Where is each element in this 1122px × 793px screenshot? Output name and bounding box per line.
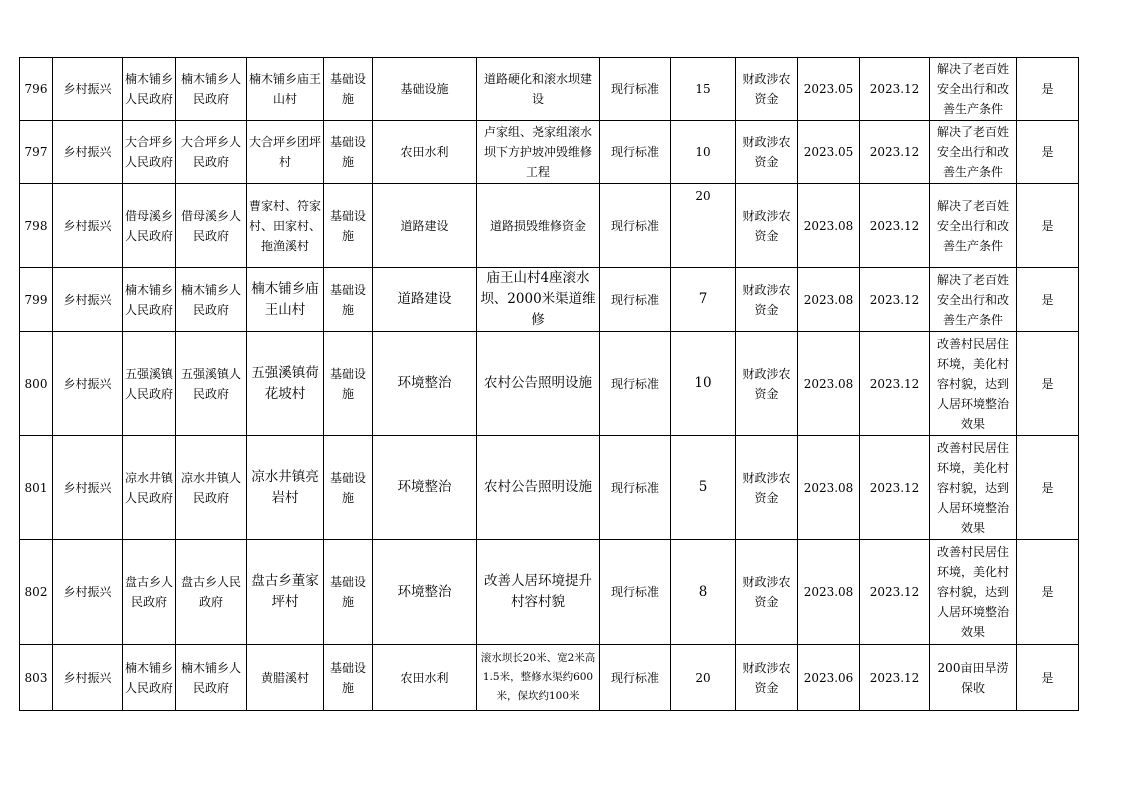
start-date-cell-text: 2023.08 xyxy=(803,218,854,233)
subcategory-cell xyxy=(373,268,477,332)
village-cell xyxy=(247,184,324,268)
category-cell xyxy=(53,184,123,268)
subcategory-cell xyxy=(373,184,477,268)
construction-content-cell-text: 道路硬化和滚水坝建设 xyxy=(483,72,592,106)
fund-source-cell xyxy=(736,540,798,645)
construction-content-cell-text: 庙王山村4座滚水坝、2000米渠道维修 xyxy=(480,270,596,328)
fund-source-cell-text: 财政涉农资金 xyxy=(742,208,791,243)
construction-content-cell xyxy=(477,268,600,332)
subcategory-cell-text: 道路建设 xyxy=(397,291,452,307)
fund-amount-cell-text: 7 xyxy=(698,291,708,307)
row-number xyxy=(20,121,53,184)
standard-cell xyxy=(600,645,671,711)
benefit-cell-text: 解决了老百姓安全出行和改善生产条件 xyxy=(936,125,1009,179)
implementing-unit-cell xyxy=(123,58,176,121)
standard-cell-text: 现行标准 xyxy=(610,670,659,685)
standard-cell xyxy=(600,436,671,540)
benefit-cell-text: 解决了老百姓安全出行和改善生产条件 xyxy=(936,198,1009,253)
fund-amount-cell xyxy=(671,184,736,268)
row-number-text: 803 xyxy=(24,670,48,685)
fund-source-cell xyxy=(736,121,798,184)
standard-cell-text: 现行标准 xyxy=(610,292,659,307)
completed-cell-text: 是 xyxy=(1041,480,1054,495)
government-cell xyxy=(176,645,247,711)
construction-content-cell xyxy=(477,645,600,711)
end-date-cell xyxy=(860,268,930,332)
start-date-cell xyxy=(798,540,860,645)
end-date-cell-text: 2023.12 xyxy=(869,292,920,307)
village-cell xyxy=(247,436,324,540)
government-cell-text: 五强溪镇人民政府 xyxy=(180,366,241,401)
project-type-cell-text: 基础设施 xyxy=(329,366,366,401)
table-row xyxy=(20,540,1079,645)
benefit-cell-text: 200亩田旱涝保收 xyxy=(937,660,1009,695)
row-number xyxy=(20,540,53,645)
row-number-text: 798 xyxy=(24,218,48,233)
construction-content-cell-text: 农村公告照明设施 xyxy=(484,375,592,391)
start-date-cell xyxy=(798,645,860,711)
row-number xyxy=(20,645,53,711)
fund-source-cell xyxy=(736,184,798,268)
fund-amount-cell xyxy=(671,268,736,332)
benefit-cell xyxy=(930,332,1017,436)
fund-amount-cell xyxy=(671,540,736,645)
construction-content-cell-text: 滚水坝长20米、宽2米高1.5米，整修水渠约600米，保坎约100米 xyxy=(480,652,596,702)
village-cell-text: 五强溪镇荷花坡村 xyxy=(251,364,319,402)
benefit-cell-text: 改善村民居住环境，美化村容村貌，达到人居环境整治效果 xyxy=(936,440,1009,535)
completed-cell xyxy=(1017,121,1079,184)
benefit-cell xyxy=(930,540,1017,645)
table-row xyxy=(20,268,1079,332)
implementing-unit-cell xyxy=(123,332,176,436)
project-type-cell-text: 基础设施 xyxy=(329,575,366,609)
standard-cell xyxy=(600,121,671,184)
village-cell xyxy=(247,268,324,332)
benefit-cell xyxy=(930,645,1017,711)
project-type-cell-text: 基础设施 xyxy=(329,660,366,695)
subcategory-cell xyxy=(373,436,477,540)
village-cell-text: 黄腊溪村 xyxy=(260,670,309,685)
subcategory-cell xyxy=(373,540,477,645)
fund-amount-cell-text: 10 xyxy=(695,145,711,159)
subcategory-cell-text: 环境整治 xyxy=(397,375,452,391)
end-date-cell xyxy=(860,332,930,436)
row-number-text: 797 xyxy=(24,145,48,159)
project-type-cell-text: 基础设施 xyxy=(329,470,366,505)
subcategory-cell-text: 农田水利 xyxy=(400,670,449,685)
benefit-cell-text: 改善村民居住环境，美化村容村貌，达到人居环境整治效果 xyxy=(936,545,1009,639)
row-number xyxy=(20,268,53,332)
row-number-text: 796 xyxy=(24,82,48,96)
subcategory-cell-text: 环境整治 xyxy=(397,583,452,600)
fund-amount-cell-text: 15 xyxy=(695,82,711,96)
project-type-cell-text: 基础设施 xyxy=(329,208,366,243)
end-date-cell-text: 2023.12 xyxy=(869,376,920,391)
government-cell-text: 楠木铺乡人民政府 xyxy=(180,660,241,695)
village-cell xyxy=(247,58,324,121)
row-number-text: 800 xyxy=(24,376,48,391)
implementing-unit-cell xyxy=(123,184,176,268)
fund-amount-cell xyxy=(671,645,736,711)
implementing-unit-cell-text: 楠木铺乡人民政府 xyxy=(125,282,174,317)
construction-content-cell xyxy=(477,184,600,268)
implementing-unit-cell-text: 借母溪乡人民政府 xyxy=(125,208,174,243)
completed-cell xyxy=(1017,645,1079,711)
row-number xyxy=(20,58,53,121)
standard-cell xyxy=(600,268,671,332)
project-type-cell xyxy=(324,268,373,332)
completed-cell-text: 是 xyxy=(1041,292,1054,307)
project-type-cell-text: 基础设施 xyxy=(329,282,366,317)
government-cell-text: 盘古乡人民政府 xyxy=(180,575,241,609)
completed-cell xyxy=(1017,268,1079,332)
village-cell-text: 楠木铺乡庙王山村 xyxy=(251,280,319,318)
row-number-text: 802 xyxy=(24,585,48,599)
benefit-cell xyxy=(930,436,1017,540)
implementing-unit-cell xyxy=(123,645,176,711)
fund-source-cell-text: 财政涉农资金 xyxy=(742,470,791,505)
benefit-cell xyxy=(930,121,1017,184)
start-date-cell xyxy=(798,121,860,184)
fund-amount-cell-text: 8 xyxy=(698,583,708,600)
start-date-cell-text: 2023.05 xyxy=(803,145,854,159)
start-date-cell xyxy=(798,268,860,332)
project-type-cell xyxy=(324,184,373,268)
end-date-cell xyxy=(860,540,930,645)
completed-cell-text: 是 xyxy=(1041,585,1054,599)
end-date-cell xyxy=(860,184,930,268)
standard-cell-text: 现行标准 xyxy=(610,145,659,159)
implementing-unit-cell-text: 凉水井镇人民政府 xyxy=(125,470,174,505)
fund-amount-cell xyxy=(671,58,736,121)
end-date-cell-text: 2023.12 xyxy=(869,82,920,96)
row-number xyxy=(20,332,53,436)
benefit-cell xyxy=(930,268,1017,332)
fund-source-cell xyxy=(736,645,798,711)
fund-source-cell xyxy=(736,58,798,121)
category-cell xyxy=(53,332,123,436)
standard-cell xyxy=(600,540,671,645)
start-date-cell-text: 2023.08 xyxy=(803,292,854,307)
project-table xyxy=(19,57,1079,711)
category-cell xyxy=(53,645,123,711)
completed-cell-text: 是 xyxy=(1041,218,1054,233)
fund-source-cell-text: 财政涉农资金 xyxy=(742,660,791,695)
standard-cell-text: 现行标准 xyxy=(610,480,659,495)
end-date-cell-text: 2023.12 xyxy=(869,218,920,233)
category-cell-text: 乡村振兴 xyxy=(63,218,112,233)
project-type-cell xyxy=(324,58,373,121)
row-number xyxy=(20,436,53,540)
category-cell xyxy=(53,121,123,184)
implementing-unit-cell-text: 五强溪镇人民政府 xyxy=(125,366,174,401)
category-cell xyxy=(53,268,123,332)
construction-content-cell-text: 道路损毁维修资金 xyxy=(489,218,586,233)
construction-content-cell-text: 卢家组、尧家组滚水坝下方护坡冲毁维修工程 xyxy=(483,125,592,179)
completed-cell xyxy=(1017,540,1079,645)
village-cell-text: 楠木铺乡庙王山村 xyxy=(249,72,322,106)
start-date-cell xyxy=(798,58,860,121)
table-row xyxy=(20,436,1079,540)
fund-amount-cell xyxy=(671,332,736,436)
category-cell-text: 乡村振兴 xyxy=(63,376,112,391)
implementing-unit-cell xyxy=(123,121,176,184)
government-cell-text: 楠木铺乡人民政府 xyxy=(180,72,241,106)
end-date-cell xyxy=(860,121,930,184)
category-cell-text: 乡村振兴 xyxy=(63,480,112,495)
fund-source-cell-text: 财政涉农资金 xyxy=(742,366,791,401)
benefit-cell-text: 解决了老百姓安全出行和改善生产条件 xyxy=(936,272,1009,327)
project-type-cell xyxy=(324,645,373,711)
benefit-cell-text: 解决了老百姓安全出行和改善生产条件 xyxy=(936,62,1009,116)
project-type-cell xyxy=(324,436,373,540)
fund-source-cell xyxy=(736,268,798,332)
start-date-cell xyxy=(798,332,860,436)
row-number-text: 799 xyxy=(24,292,48,307)
fund-source-cell-text: 财政涉农资金 xyxy=(742,575,791,609)
subcategory-cell xyxy=(373,58,477,121)
implementing-unit-cell xyxy=(123,436,176,540)
table-row xyxy=(20,184,1079,268)
table-row xyxy=(20,332,1079,436)
project-type-cell xyxy=(324,332,373,436)
project-type-cell-text: 基础设施 xyxy=(329,135,366,169)
project-type-cell xyxy=(324,121,373,184)
government-cell xyxy=(176,540,247,645)
completed-cell xyxy=(1017,184,1079,268)
standard-cell xyxy=(600,332,671,436)
start-date-cell-text: 2023.06 xyxy=(803,670,854,685)
completed-cell xyxy=(1017,332,1079,436)
construction-content-cell xyxy=(477,121,600,184)
fund-amount-cell-text: 10 xyxy=(694,375,712,391)
table-row xyxy=(20,121,1079,184)
end-date-cell xyxy=(860,645,930,711)
standard-cell-text: 现行标准 xyxy=(610,218,659,233)
end-date-cell xyxy=(860,436,930,540)
completed-cell xyxy=(1017,436,1079,540)
standard-cell-text: 现行标准 xyxy=(610,82,659,96)
completed-cell-text: 是 xyxy=(1041,82,1054,96)
village-cell-text: 盘古乡董家坪村 xyxy=(251,573,319,610)
village-cell xyxy=(247,540,324,645)
fund-source-cell xyxy=(736,436,798,540)
construction-content-cell xyxy=(477,436,600,540)
government-cell xyxy=(176,332,247,436)
start-date-cell xyxy=(798,184,860,268)
category-cell xyxy=(53,58,123,121)
subcategory-cell-text: 环境整治 xyxy=(397,479,452,495)
end-date-cell-text: 2023.12 xyxy=(869,480,920,495)
end-date-cell-text: 2023.12 xyxy=(869,670,920,685)
completed-cell-text: 是 xyxy=(1041,670,1054,685)
village-cell xyxy=(247,332,324,436)
benefit-cell xyxy=(930,58,1017,121)
row-number-text: 801 xyxy=(24,480,48,495)
fund-source-cell xyxy=(736,332,798,436)
start-date-cell-text: 2023.05 xyxy=(803,82,854,96)
implementing-unit-cell-text: 楠木铺乡人民政府 xyxy=(125,660,174,695)
government-cell-text: 凉水井镇人民政府 xyxy=(180,470,241,505)
subcategory-cell xyxy=(373,645,477,711)
end-date-cell-text: 2023.12 xyxy=(869,585,920,599)
government-cell-text: 借母溪乡人民政府 xyxy=(180,208,241,243)
start-date-cell-text: 2023.08 xyxy=(803,376,854,391)
village-cell xyxy=(247,645,324,711)
subcategory-cell-text: 农田水利 xyxy=(400,145,449,159)
table-row xyxy=(20,645,1079,711)
village-cell-text: 凉水井镇亮岩村 xyxy=(251,468,319,506)
standard-cell-text: 现行标准 xyxy=(610,585,659,599)
category-cell-text: 乡村振兴 xyxy=(63,292,112,307)
government-cell xyxy=(176,121,247,184)
standard-cell-text: 现行标准 xyxy=(610,376,659,391)
construction-content-cell xyxy=(477,58,600,121)
category-cell-text: 乡村振兴 xyxy=(63,585,112,599)
fund-amount-cell-text: 20 xyxy=(695,189,711,203)
category-cell xyxy=(53,436,123,540)
category-cell-text: 乡村振兴 xyxy=(63,82,112,96)
implementing-unit-cell-text: 楠木铺乡人民政府 xyxy=(125,72,174,106)
government-cell xyxy=(176,436,247,540)
implementing-unit-cell-text: 大合坪乡人民政府 xyxy=(125,135,174,169)
construction-content-cell-text: 农村公告照明设施 xyxy=(484,479,592,495)
project-type-cell-text: 基础设施 xyxy=(329,72,366,106)
government-cell-text: 楠木铺乡人民政府 xyxy=(180,282,241,317)
start-date-cell-text: 2023.08 xyxy=(803,585,854,599)
category-cell xyxy=(53,540,123,645)
village-cell xyxy=(247,121,324,184)
fund-source-cell-text: 财政涉农资金 xyxy=(742,282,791,317)
construction-content-cell xyxy=(477,540,600,645)
fund-amount-cell xyxy=(671,436,736,540)
end-date-cell-text: 2023.12 xyxy=(869,145,920,159)
project-type-cell xyxy=(324,540,373,645)
standard-cell xyxy=(600,184,671,268)
table-body xyxy=(20,58,1079,711)
start-date-cell-text: 2023.08 xyxy=(803,480,854,495)
implementing-unit-cell xyxy=(123,540,176,645)
government-cell xyxy=(176,184,247,268)
construction-content-cell xyxy=(477,332,600,436)
benefit-cell-text: 改善村民居住环境，美化村容村貌，达到人居环境整治效果 xyxy=(936,336,1009,431)
start-date-cell xyxy=(798,436,860,540)
benefit-cell xyxy=(930,184,1017,268)
standard-cell xyxy=(600,58,671,121)
fund-amount-cell-text: 5 xyxy=(698,479,708,495)
subcategory-cell-text: 基础设施 xyxy=(400,82,449,96)
completed-cell xyxy=(1017,58,1079,121)
table-row xyxy=(20,58,1079,121)
end-date-cell xyxy=(860,58,930,121)
fund-amount-cell xyxy=(671,121,736,184)
construction-content-cell-text: 改善人居环境提升村容村貌 xyxy=(484,573,592,610)
implementing-unit-cell-text: 盘古乡人民政府 xyxy=(125,575,174,609)
government-cell xyxy=(176,58,247,121)
completed-cell-text: 是 xyxy=(1041,376,1054,391)
fund-amount-cell-text: 20 xyxy=(695,670,711,685)
row-number xyxy=(20,184,53,268)
fund-source-cell-text: 财政涉农资金 xyxy=(742,135,791,169)
government-cell xyxy=(176,268,247,332)
implementing-unit-cell xyxy=(123,268,176,332)
village-cell-text: 大合坪乡团坪村 xyxy=(249,135,322,169)
subcategory-cell xyxy=(373,121,477,184)
completed-cell-text: 是 xyxy=(1041,145,1054,159)
subcategory-cell xyxy=(373,332,477,436)
fund-source-cell-text: 财政涉农资金 xyxy=(742,72,791,106)
government-cell-text: 大合坪乡人民政府 xyxy=(180,135,241,169)
subcategory-cell-text: 道路建设 xyxy=(400,218,449,233)
category-cell-text: 乡村振兴 xyxy=(63,670,112,685)
category-cell-text: 乡村振兴 xyxy=(63,145,112,159)
village-cell-text: 曹家村、符家村、田家村、拖渔溪村 xyxy=(249,198,322,253)
